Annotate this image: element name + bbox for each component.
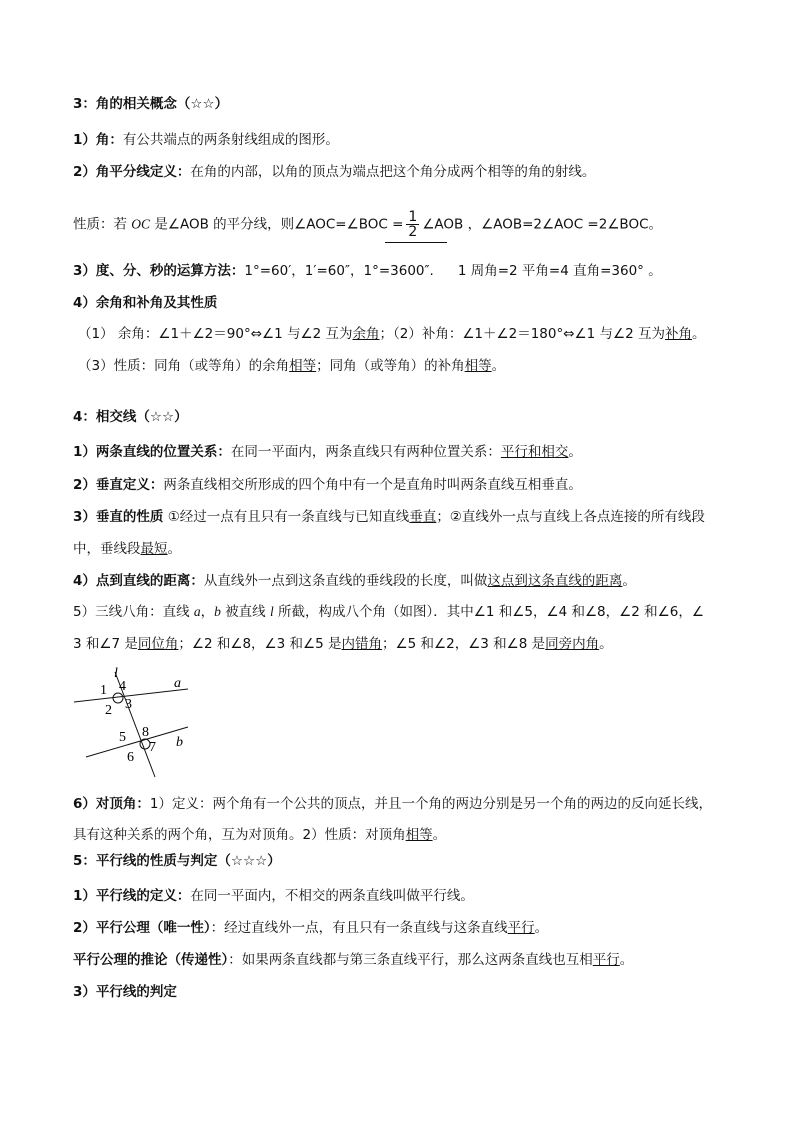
line-positions: [73, 443, 582, 461]
angle-text: 有公共端点的两条射线组成的图形。: [122, 132, 339, 148]
angle-4: 4: [119, 679, 126, 694]
angle-definition: [73, 131, 339, 149]
perp-property-text-2: ；②直线外一点与直线上各点连接的所有线段: [436, 509, 705, 525]
parallel-corollary: [73, 951, 633, 969]
distance-label: 4）点到直线的距离：: [73, 573, 204, 589]
complement-text: （1） 余角：∠1＋∠2＝90°⇔∠1 与∠2 互为: [78, 326, 353, 342]
distance-term: 这点到这条直线的距离: [487, 573, 623, 589]
parallel-intersect-term: 平行和相交: [500, 444, 569, 460]
period: 。: [568, 444, 582, 460]
supplement-term: 补角: [665, 326, 693, 342]
perpendicular-property: [73, 508, 705, 526]
comma: ，: [200, 604, 215, 620]
perpendicular-label: 2）垂直定义：: [73, 477, 164, 493]
perp-property-text: ①经过一点有且只有一条直线与已知直线: [163, 509, 410, 525]
corollary-text: ：如果两条直线都与第三条直线平行，那么这两条直线也互相: [228, 952, 593, 968]
angle-6: 6: [127, 750, 134, 765]
property-text: 是∠AOB 的平分线，则∠AOC=∠BOC =: [150, 216, 404, 233]
angle-units-text: 1 周角=2 平角=4 直角=360° 。: [457, 263, 662, 279]
equal-term: 相等: [405, 827, 433, 843]
parallel-axiom: [73, 919, 548, 937]
parallel-definition: [73, 887, 474, 905]
half-fraction: [406, 210, 419, 239]
equal-term-2: 相等: [464, 358, 492, 374]
period: 。: [491, 358, 506, 374]
equal-term-1: 相等: [289, 358, 317, 374]
fraction-numerator: 1: [408, 209, 418, 225]
bisector-text: 在角的内部，以角的顶点为端点把这个角分成两个相等的角的射线。: [190, 164, 596, 180]
eight-angles-text-2: 被直线: [220, 604, 270, 620]
eight-angles-text: 5）三线八角：直线: [73, 604, 194, 620]
line-b: [86, 727, 188, 757]
period: 。: [692, 326, 706, 342]
three-lines-eight-angles-cont: [73, 635, 613, 653]
alternate-term: 内错角: [341, 636, 383, 652]
var-b: b: [214, 604, 221, 619]
property-label: 性质：若: [73, 216, 132, 233]
consecutive-term: 同旁内角: [545, 636, 600, 652]
point-line-distance: [73, 572, 636, 590]
parallel-term: 平行: [507, 920, 535, 936]
vertical-angles-label: 6）对顶角：: [73, 796, 150, 812]
supplement-text: ；（2）补角：∠1＋∠2＝180°⇔∠1 与∠2 互为: [379, 326, 666, 342]
perpendicular-property-cont: [73, 540, 181, 558]
period: 。: [622, 573, 636, 589]
var-l: l: [269, 604, 274, 619]
section-3-title: 3：角的相关概念（☆☆）: [73, 96, 229, 112]
positions-label: 1）两条直线的位置关系：: [73, 444, 231, 460]
period: 。: [167, 541, 181, 557]
vertical-angles-text-2: 具有这种关系的两个角，互为对顶角。2）性质：对顶角: [73, 827, 406, 843]
bisector-property: [73, 210, 662, 239]
complement-property-line: [78, 357, 505, 375]
complement-term: 余角: [352, 326, 380, 342]
var-a: a: [193, 604, 201, 619]
angle-8: 8: [142, 725, 149, 740]
angle-2: 2: [105, 703, 112, 718]
perpendicular-term: 垂直: [409, 509, 437, 525]
property-text-a: （3）性质：同角（或等角）的余角: [78, 358, 290, 374]
parallel-def-label: 1）平行线的定义：: [73, 888, 191, 904]
alternate-text: ；∠2 和∠8，∠3 和∠5 是: [178, 636, 342, 652]
property-text-2: ∠AOB ，∠AOB=2∠AOC =2∠BOC。: [422, 216, 663, 233]
section-4-title: 4：相交线（☆☆）: [73, 409, 188, 425]
label-b: b: [176, 735, 183, 750]
fraction-denominator: 2: [408, 224, 418, 240]
angle-label: 1）角：: [73, 132, 123, 148]
degree-conversion: [73, 262, 662, 280]
label-l: l: [114, 666, 118, 681]
vertical-angles: [73, 795, 712, 813]
section-5-title: 5：平行线的性质与判定（☆☆☆）: [73, 853, 281, 869]
vertical-angles-cont: [73, 826, 446, 844]
degree-text: 1°=60′，1′=60″，1°=3600″.: [244, 263, 434, 279]
consecutive-text: ；∠5 和∠2，∠3 和∠8 是: [382, 636, 546, 652]
vertical-angles-text: 1）定义：两个角有一个公共的顶点，并且一个角的两边分别是另一个角的两边的反向延长线，: [149, 796, 712, 812]
complement-supplement-line: [78, 325, 706, 343]
period: 。: [619, 952, 634, 968]
perp-property-label: 3）垂直的性质: [73, 509, 164, 525]
eight-angles-figure: [70, 660, 195, 780]
period: 。: [599, 636, 613, 652]
shortest-term: 最短: [140, 541, 168, 557]
corresponding-term: 同位角: [137, 636, 179, 652]
positions-text: 在同一平面内，两条直线只有两种位置关系：: [230, 444, 501, 460]
degree-label: 3）度、分、秒的运算方法：: [73, 263, 245, 279]
corollary-label: 平行公理的推论（传递性）: [73, 952, 229, 968]
perp-segment-text: 中，垂线段: [73, 541, 141, 557]
parallel-term-2: 平行: [592, 952, 620, 968]
parallel-def-text: 在同一平面内，不相交的两条直线叫做平行线。: [190, 888, 474, 904]
distance-text: 从直线外一点到这条直线的垂线段的长度，叫做: [203, 573, 488, 589]
perpendicular-text: 两条直线相交所形成的四个角中有一个是直角时叫两条直线互相垂直。: [163, 477, 582, 493]
corresponding-text: 3 和∠7 是: [73, 636, 138, 652]
parallel-axiom-label: 2）平行公理（唯一性）: [73, 920, 211, 936]
parallel-criteria-heading: 3）平行线的判定: [73, 984, 177, 1000]
period: 。: [534, 920, 549, 936]
period: 。: [432, 827, 447, 843]
angle-1: 1: [100, 683, 107, 698]
eight-angles-text-3: 所截，构成八个角（如图）．其中∠1 和∠5，∠4 和∠8，∠2 和∠6，∠: [273, 604, 704, 620]
oc-var: OC: [131, 216, 151, 232]
angle-arc-top: [113, 693, 123, 703]
three-lines-eight-angles: [73, 603, 704, 621]
angle-5: 5: [119, 730, 126, 745]
perpendicular-definition: [73, 476, 582, 494]
property-text-b: ；同角（或等角）的补角: [316, 358, 465, 374]
angle-7: 7: [149, 740, 156, 755]
complement-supplement-heading: 4）余角和补角及其性质: [73, 295, 218, 311]
label-a: a: [174, 676, 181, 691]
fraction-underline: [385, 242, 447, 243]
parallel-axiom-text: ：经过直线外一点，有且只有一条直线与这条直线: [210, 920, 508, 936]
bisector-label: 2）角平分线定义：: [73, 164, 191, 180]
angle-3: 3: [125, 697, 132, 712]
bisector-definition: [73, 163, 595, 181]
